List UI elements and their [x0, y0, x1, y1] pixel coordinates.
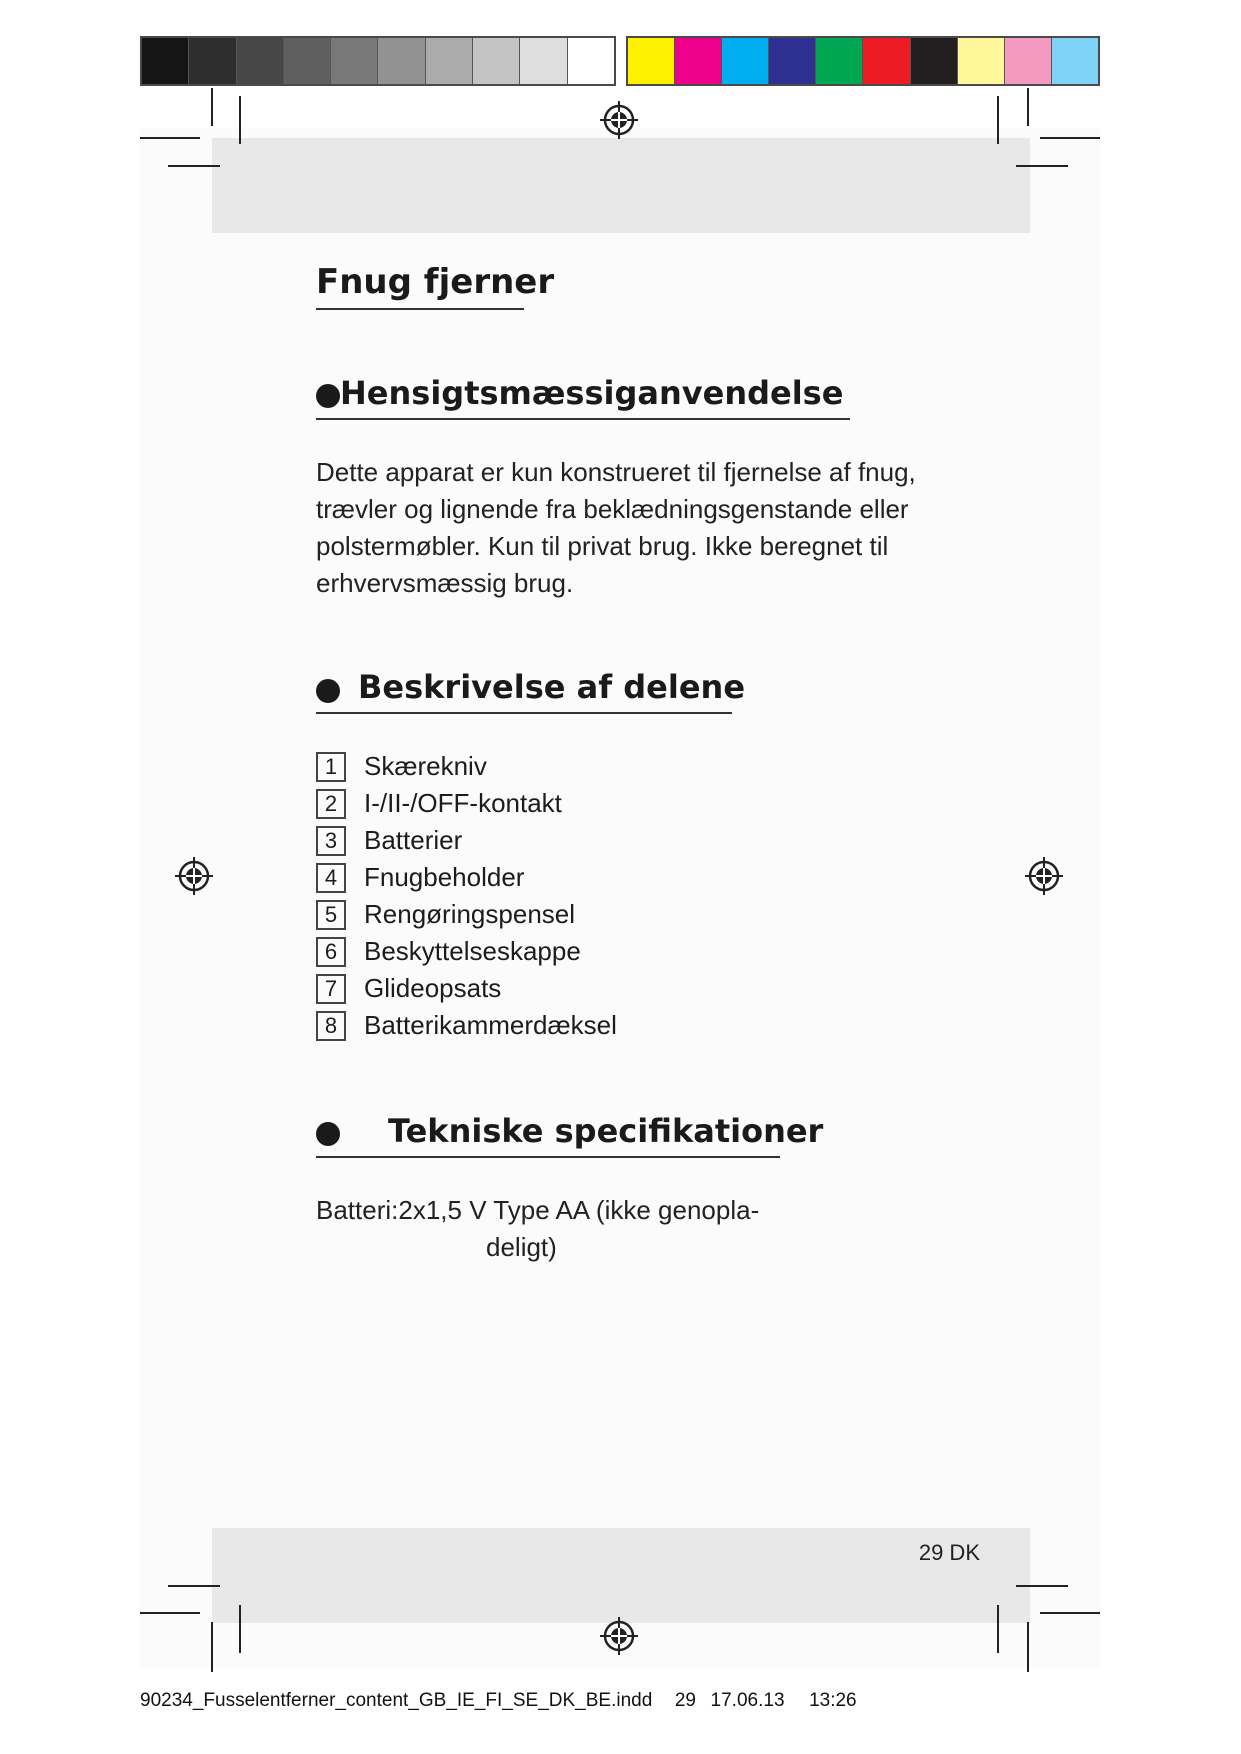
slug-date: 17.06.13	[710, 1690, 785, 1711]
gray-swatch	[237, 38, 284, 84]
color-swatch	[628, 38, 675, 84]
color-swatch	[911, 38, 958, 84]
spec-value-continuation: deligt)	[486, 1232, 557, 1262]
slug-page: 29	[674, 1690, 696, 1711]
page-title: Fnug fjerner	[316, 262, 524, 310]
header-band	[212, 138, 1030, 233]
color-swatch	[958, 38, 1005, 84]
part-label: I-/II-/OFF-kontakt	[364, 788, 562, 818]
crop-mark	[168, 165, 220, 167]
section-heading: Beskrivelse af delene	[316, 668, 732, 714]
list-item	[316, 859, 617, 896]
crop-mark	[1040, 137, 1100, 139]
section-heading-parts	[316, 668, 746, 714]
list-item	[316, 748, 617, 785]
part-label: Batterier	[364, 825, 463, 855]
color-swatch	[769, 38, 816, 84]
spec-value: 2x1,5 V Type AA (ikke genopla-	[398, 1195, 760, 1225]
gray-swatch	[331, 38, 378, 84]
section-heading: Hensigtsmæssiganvendelse	[316, 374, 850, 420]
list-item	[316, 933, 617, 970]
part-number: 8	[316, 1011, 346, 1041]
crop-mark	[997, 1605, 999, 1653]
part-label: Glideopsats	[364, 973, 502, 1003]
part-label: Fnugbeholder	[364, 862, 525, 892]
intended-use-paragraph	[316, 454, 956, 602]
registration-mark-icon	[599, 100, 639, 140]
part-label: Skærekniv	[364, 751, 487, 781]
color-swatch	[722, 38, 769, 84]
crop-mark	[140, 1612, 200, 1614]
page-paper	[140, 128, 1100, 1668]
list-item	[316, 896, 617, 933]
gray-swatch	[189, 38, 236, 84]
part-number: 1	[316, 752, 346, 782]
crop-mark	[1016, 1585, 1068, 1587]
part-number: 3	[316, 826, 346, 856]
list-item	[316, 785, 617, 822]
crop-mark	[239, 96, 241, 144]
registration-mark-icon	[1024, 856, 1064, 896]
section-heading: Tekniske specifikationer	[316, 1112, 780, 1158]
crop-mark	[1027, 88, 1029, 126]
slug-filename: 90234_Fusselentferner_content_GB_IE_FI_SE_DK_BE.indd	[140, 1690, 653, 1711]
gray-swatch	[568, 38, 614, 84]
part-label: Batterikammerdæksel	[364, 1010, 617, 1040]
part-number: 6	[316, 937, 346, 967]
spec-label: Batteri:	[316, 1195, 399, 1225]
section-heading-intended-use	[316, 374, 850, 420]
specs-battery	[316, 1192, 916, 1266]
list-item	[316, 970, 617, 1007]
part-number: 7	[316, 974, 346, 1004]
gray-swatch	[284, 38, 331, 84]
parts-list	[316, 748, 617, 1044]
registration-mark-icon	[174, 856, 214, 896]
crop-mark	[140, 137, 200, 139]
part-label: Beskyttelseskappe	[364, 936, 581, 966]
paragraph-line: polstermøbler. Kun til privat brug. Ikke beregnet til	[316, 531, 889, 561]
crop-mark	[1016, 165, 1068, 167]
crop-mark	[211, 1622, 213, 1672]
gray-swatch	[473, 38, 520, 84]
registration-mark-icon	[599, 1616, 639, 1656]
page-number: 29 DK	[918, 1540, 980, 1565]
color-calibration-bar	[626, 36, 1100, 86]
list-item	[316, 822, 617, 859]
part-number: 4	[316, 863, 346, 893]
part-number: 2	[316, 789, 346, 819]
part-number: 5	[316, 900, 346, 930]
print-slug	[140, 1690, 857, 1712]
crop-mark	[211, 88, 213, 126]
slug-time: 13:26	[809, 1690, 857, 1711]
gray-swatch	[520, 38, 567, 84]
paragraph-line: erhvervsmæssig brug.	[316, 568, 574, 598]
gray-swatch	[378, 38, 425, 84]
list-item	[316, 1007, 617, 1044]
crop-mark	[1040, 1612, 1100, 1614]
crop-mark	[239, 1605, 241, 1653]
crop-mark	[1027, 1622, 1029, 1672]
part-label: Rengøringspensel	[364, 899, 576, 929]
color-swatch	[675, 38, 722, 84]
gray-swatch	[426, 38, 473, 84]
gray-swatch	[142, 38, 189, 84]
document-title-block	[316, 262, 555, 310]
crop-mark	[997, 96, 999, 144]
color-swatch	[816, 38, 863, 84]
color-swatch	[1005, 38, 1052, 84]
color-swatch	[1052, 38, 1098, 84]
section-heading-specs	[316, 1112, 824, 1158]
color-swatch	[863, 38, 910, 84]
crop-mark	[168, 1585, 220, 1587]
paragraph-line: Dette apparat er kun konstrueret til fjernelse af fnug,	[316, 457, 916, 487]
grayscale-calibration-bar	[140, 36, 616, 86]
paragraph-line: trævler og lignende fra beklædningsgenstande eller	[316, 494, 909, 524]
